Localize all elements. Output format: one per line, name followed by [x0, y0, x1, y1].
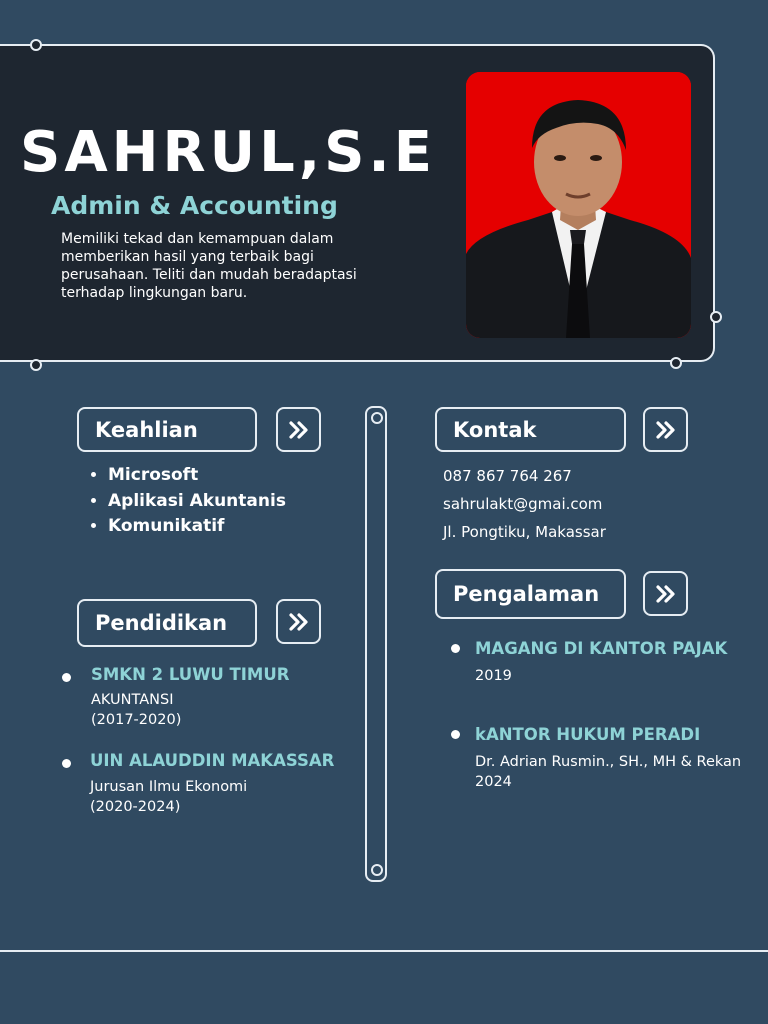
- candidate-name: SAHRUL,S.E: [20, 120, 436, 185]
- frame-knob: [710, 311, 722, 323]
- frame-knob: [30, 359, 42, 371]
- education-years-1: (2017-2020): [91, 712, 182, 728]
- skills-heading-label: Keahlian: [95, 417, 198, 442]
- bullet-dot: [451, 730, 460, 739]
- education-years-2: (2020-2024): [90, 799, 181, 815]
- column-divider: [365, 406, 387, 882]
- profile-photo: [466, 72, 691, 338]
- skills-heading: [77, 407, 257, 452]
- bullet-dot: [62, 759, 71, 768]
- list-item: • Aplikasi Akuntanis: [108, 489, 288, 515]
- job-title: Admin & Accounting: [51, 191, 338, 220]
- contact-heading: [435, 407, 626, 452]
- skills-list: [88, 463, 288, 540]
- profile-summary: Memiliki tekad dan kemampuan dalam memberikan hasil yang terbaik bagi perusahaan. Teliti dan mudah beradaptasi terhadap lingkungan baru.: [61, 231, 357, 301]
- experience-year-1: 2019: [475, 668, 512, 684]
- education-heading-label: Pendidikan: [95, 611, 228, 635]
- education-detail-2: Jurusan Ilmu Ekonomi: [90, 779, 248, 795]
- contact-address: Jl. Pongtiku, Makassar: [443, 523, 606, 541]
- experience-heading: [435, 569, 626, 619]
- divider-dot: [371, 864, 383, 876]
- skills-arrow-button[interactable]: [276, 407, 321, 452]
- frame-knob: [30, 39, 42, 51]
- contact-arrow-button[interactable]: [643, 407, 688, 452]
- experience-heading-label: Pengalaman: [453, 582, 600, 606]
- contact-heading-label: Kontak: [453, 417, 537, 442]
- frame-knob: [670, 357, 682, 369]
- double-chevron-right-icon: [288, 613, 310, 631]
- bullet-dot: [62, 673, 71, 682]
- bottom-divider-line: [0, 950, 768, 952]
- education-school-1: SMKN 2 LUWU TIMUR: [91, 665, 290, 684]
- contact-email: sahrulakt@gmai.com: [443, 495, 603, 513]
- contact-phone: 087 867 764 267: [443, 467, 572, 485]
- experience-detail-2: Dr. Adrian Rusmin., SH., MH & Rekan: [475, 754, 742, 770]
- double-chevron-right-icon: [288, 421, 310, 439]
- experience-title-2: kANTOR HUKUM PERADI: [475, 725, 701, 744]
- list-item: • Microsoft: [108, 463, 288, 489]
- bullet-dot: [451, 644, 460, 653]
- education-detail-1: AKUNTANSI: [91, 692, 174, 708]
- experience-title-1: MAGANG DI KANTOR PAJAK: [475, 639, 728, 658]
- double-chevron-right-icon: [655, 585, 677, 603]
- double-chevron-right-icon: [655, 421, 677, 439]
- education-heading: [77, 599, 257, 647]
- education-arrow-button[interactable]: [276, 599, 321, 644]
- list-item: • Komunikatif: [108, 514, 288, 540]
- experience-arrow-button[interactable]: [643, 571, 688, 616]
- experience-year-2: 2024: [475, 774, 512, 790]
- person-portrait-icon: [466, 72, 691, 338]
- divider-dot: [371, 412, 383, 424]
- education-school-2: UIN ALAUDDIN MAKASSAR: [90, 751, 335, 770]
